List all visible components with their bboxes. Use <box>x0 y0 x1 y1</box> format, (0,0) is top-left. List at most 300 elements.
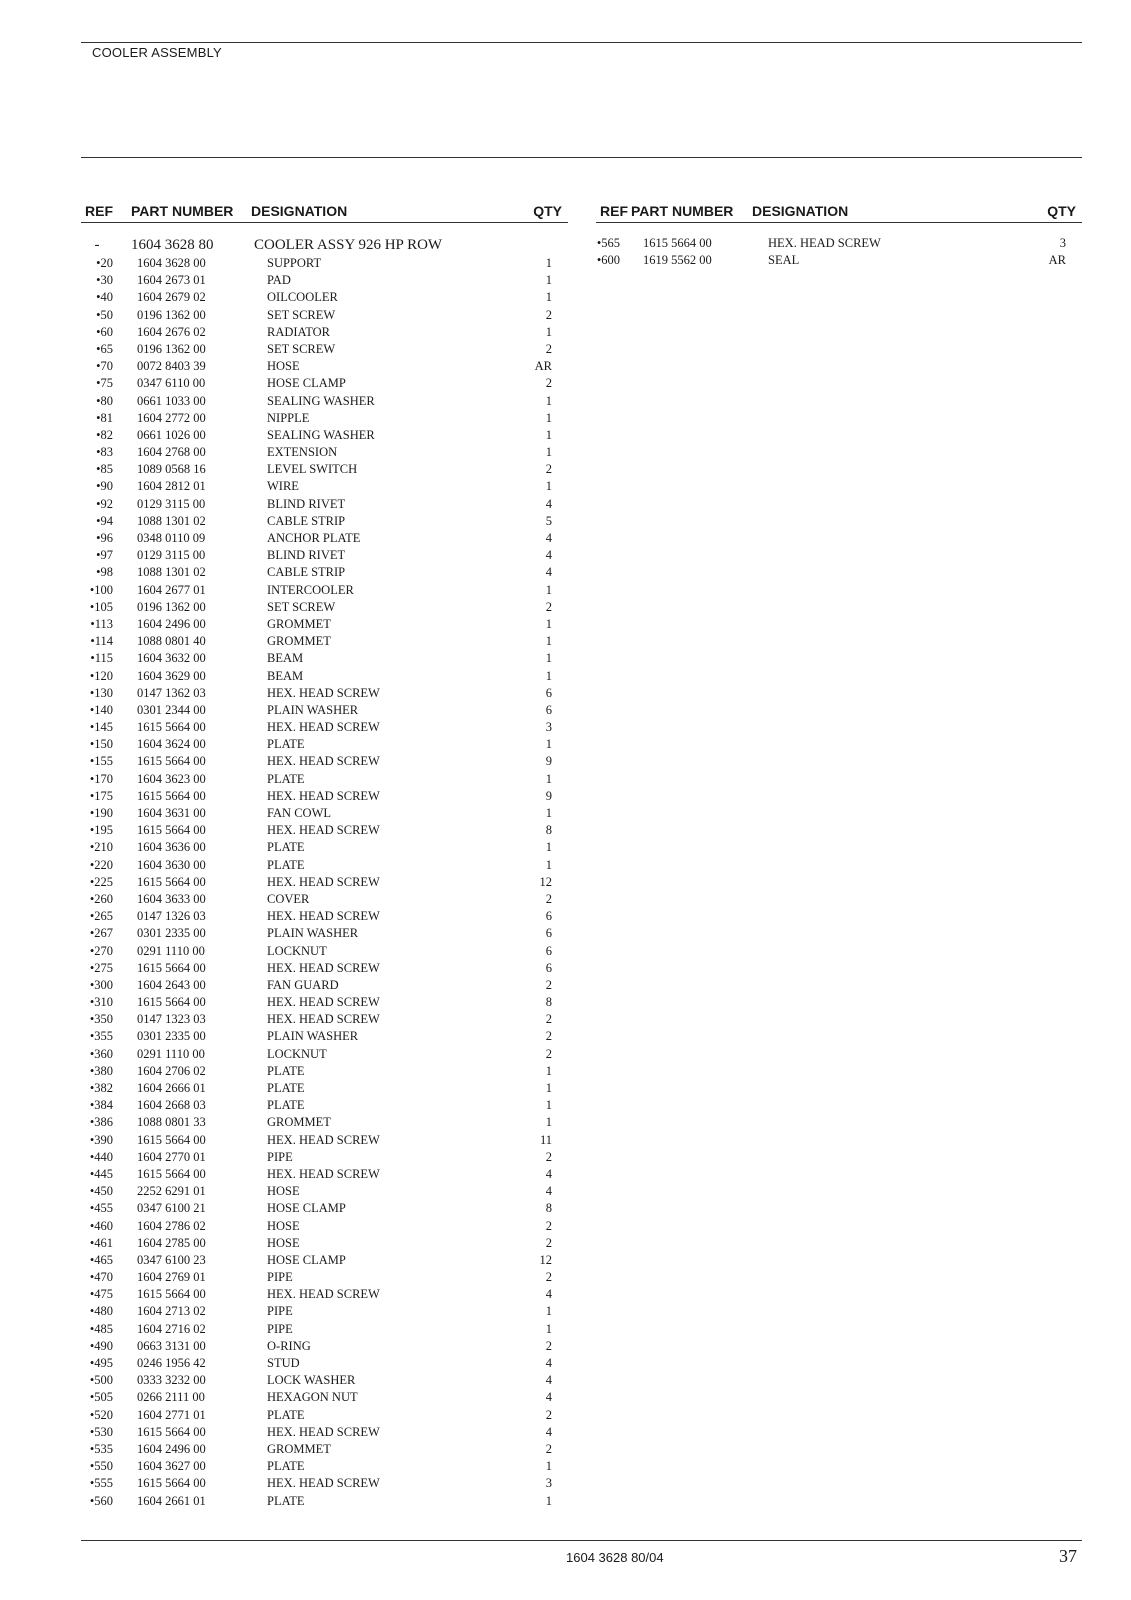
table-row <box>81 753 568 770</box>
ref-cell: •480 <box>89 1304 113 1319</box>
designation-cell: BEAM <box>267 668 304 683</box>
parts-table-left <box>81 202 568 1510</box>
designation-cell: SET SCREW <box>267 307 336 322</box>
ref-cell: - <box>94 237 100 253</box>
designation-column-header: DESIGNATION <box>251 203 348 219</box>
ref-cell: •155 <box>89 754 113 769</box>
table-row <box>81 427 568 444</box>
part-number-cell: 1615 5664 00 <box>137 1166 206 1181</box>
part-number-cell: 1615 5664 00 <box>137 720 206 735</box>
qty-cell: 1 <box>545 1081 552 1095</box>
part-number-cell: 1604 2643 00 <box>137 977 206 992</box>
qty-cell: 1 <box>545 668 552 683</box>
qty-cell: 4 <box>545 531 552 545</box>
qty-column-header: QTY <box>533 203 562 219</box>
ref-cell: •60 <box>96 324 113 339</box>
qty-cell: 11 <box>539 1132 552 1147</box>
designation-cell: HOSE CLAMP <box>267 1252 346 1267</box>
qty-cell: 1 <box>545 273 552 288</box>
table-row <box>81 235 568 255</box>
part-number-cell: 0348 0110 09 <box>137 531 206 545</box>
qty-cell: 1 <box>545 737 552 752</box>
qty-cell: AR <box>534 359 552 374</box>
qty-cell: 1 <box>545 445 552 460</box>
designation-cell: BLIND RIVET <box>267 548 346 563</box>
table-row <box>81 685 568 702</box>
ref-cell: •105 <box>89 599 113 614</box>
table-row <box>81 1441 568 1458</box>
part-number-cell: 0196 1362 00 <box>137 341 206 356</box>
designation-cell: BLIND RIVET <box>267 496 346 511</box>
ref-cell: •270 <box>89 943 113 958</box>
qty-cell: 2 <box>545 599 552 614</box>
designation-cell: OILCOOLER <box>267 290 338 305</box>
qty-cell: 2 <box>545 1012 552 1027</box>
part-number-cell: 0147 1323 03 <box>137 1012 206 1027</box>
qty-cell: 1 <box>545 806 552 820</box>
part-number-cell: 0661 1033 00 <box>137 393 206 408</box>
part-number-cell: 1615 5664 00 <box>643 236 712 250</box>
table-row <box>81 324 568 341</box>
part-number-cell: 0246 1956 42 <box>137 1356 206 1370</box>
designation-cell: HEX. HEAD SCREW <box>267 874 380 889</box>
part-number-cell: 1604 2771 01 <box>137 1407 206 1422</box>
part-number-cell: 1604 3623 00 <box>137 771 206 786</box>
designation-cell: PLATE <box>267 857 305 872</box>
ref-cell: •65 <box>96 341 113 356</box>
designation-cell: SET SCREW <box>267 341 336 356</box>
part-number-cell: 1615 5664 00 <box>137 1424 206 1439</box>
qty-cell: 1 <box>545 651 552 666</box>
ref-cell: •82 <box>96 427 113 442</box>
qty-cell: 1 <box>545 427 552 442</box>
page-number: 37 <box>1059 1546 1077 1566</box>
qty-cell: 1 <box>545 771 552 786</box>
table-row <box>81 943 568 960</box>
ref-cell: •96 <box>96 531 113 545</box>
ref-cell: •98 <box>96 565 113 580</box>
designation-cell: NIPPLE <box>267 410 310 425</box>
table-row <box>81 1080 568 1097</box>
qty-cell: 2 <box>545 1218 552 1233</box>
designation-cell: HOSE <box>267 359 300 374</box>
table-row <box>81 410 568 427</box>
qty-cell: 1 <box>545 616 552 631</box>
qty-cell: 3 <box>545 720 552 735</box>
designation-cell: GROMMET <box>267 1115 331 1130</box>
qty-cell: 2 <box>545 1029 552 1044</box>
table-row <box>81 513 568 530</box>
qty-cell: 4 <box>545 1390 552 1405</box>
part-number-cell: 1604 2668 03 <box>137 1098 206 1113</box>
part-number-cell: 1604 3632 00 <box>137 651 206 666</box>
ref-cell: •520 <box>89 1407 113 1422</box>
ref-cell: •555 <box>89 1476 113 1491</box>
ref-cell: •600 <box>596 253 620 268</box>
part-number-cell: 1604 2812 01 <box>137 479 206 494</box>
table-row <box>81 839 568 856</box>
table-row <box>81 358 568 375</box>
top-rule <box>81 42 1082 43</box>
designation-cell: COVER <box>267 891 310 906</box>
designation-cell: FAN GUARD <box>267 977 339 992</box>
table-row <box>81 977 568 994</box>
designation-cell: HEXAGON NUT <box>267 1390 358 1405</box>
designation-cell: GROMMET <box>267 1441 331 1456</box>
designation-cell: PLAIN WASHER <box>267 926 359 941</box>
ref-cell: •500 <box>89 1373 113 1388</box>
table-row <box>81 1011 568 1028</box>
designation-cell: PIPE <box>267 1270 293 1285</box>
designation-cell: HEX. HEAD SCREW <box>267 823 380 838</box>
designation-cell: BEAM <box>267 651 304 666</box>
part-number-cell: 1615 5664 00 <box>137 754 206 769</box>
part-number-cell: 1604 2768 00 <box>137 445 206 460</box>
table-row <box>81 1149 568 1166</box>
qty-cell: 9 <box>545 788 552 803</box>
designation-cell: GROMMET <box>267 616 331 631</box>
ref-cell: •475 <box>89 1287 113 1302</box>
table-row <box>81 599 568 616</box>
part-number-cell: 1604 2772 00 <box>137 410 206 425</box>
part-number-cell: 1604 2786 02 <box>137 1218 206 1233</box>
part-number-cell: 1604 2713 02 <box>137 1304 206 1319</box>
ref-cell: •460 <box>89 1218 113 1233</box>
ref-cell: •114 <box>90 634 113 649</box>
table-row <box>81 393 568 410</box>
designation-cell: CABLE STRIP <box>267 513 346 528</box>
footer-rule <box>81 1540 1082 1541</box>
ref-cell: •81 <box>96 410 113 425</box>
designation-cell: PLATE <box>267 1459 305 1474</box>
table-row <box>81 496 568 513</box>
part-number-cell: 1604 2496 00 <box>137 616 206 631</box>
ref-cell: •97 <box>96 548 113 563</box>
designation-cell: PIPE <box>267 1304 293 1319</box>
part-number-cell: 1615 5664 00 <box>137 1132 206 1147</box>
designation-cell: INTERCOOLER <box>267 582 354 597</box>
ref-cell: •300 <box>89 977 113 992</box>
ref-column-header: REF <box>600 203 628 219</box>
qty-cell: 2 <box>545 977 552 992</box>
qty-cell: 8 <box>545 1201 552 1216</box>
ref-cell: •530 <box>89 1424 113 1439</box>
ref-cell: •550 <box>89 1459 113 1474</box>
part-number-cell: 0301 2344 00 <box>137 702 206 717</box>
designation-cell: PLATE <box>267 737 305 752</box>
designation-cell: PLAIN WASHER <box>267 1029 359 1044</box>
ref-cell: •386 <box>89 1115 113 1130</box>
qty-cell: 3 <box>1059 236 1066 250</box>
table-row <box>81 771 568 788</box>
ref-cell: •265 <box>89 909 113 924</box>
table-row <box>81 1458 568 1475</box>
qty-cell: 1 <box>545 1459 552 1474</box>
part-number-cell: 0301 2335 00 <box>137 926 206 941</box>
ref-cell: •83 <box>96 445 113 460</box>
table-row <box>81 960 568 977</box>
ref-cell: •267 <box>89 926 113 941</box>
qty-cell: 1 <box>545 290 552 305</box>
ref-cell: •465 <box>89 1252 113 1267</box>
part-number-cell: 1604 3624 00 <box>137 737 206 752</box>
ref-cell: •120 <box>89 668 113 683</box>
qty-cell: 1 <box>545 582 552 597</box>
table-row <box>81 1218 568 1235</box>
qty-cell: 1 <box>545 1493 552 1508</box>
part-number-column-header: PART NUMBER <box>131 203 234 219</box>
part-number-cell: 1604 2496 00 <box>137 1441 206 1456</box>
part-number-cell: 1604 3631 00 <box>137 806 206 820</box>
part-number-cell: 1604 3628 80 <box>131 237 214 253</box>
part-number-cell: 1604 3629 00 <box>137 668 206 683</box>
page-title: COOLER ASSEMBLY <box>92 45 222 60</box>
ref-cell: •190 <box>89 806 113 820</box>
table-row <box>81 908 568 925</box>
ref-cell: •92 <box>96 496 113 511</box>
part-number-cell: 1604 3628 00 <box>137 256 206 270</box>
ref-cell: •75 <box>96 376 113 391</box>
table-row <box>81 805 568 822</box>
part-number-cell: 0196 1362 00 <box>137 307 206 322</box>
ref-cell: •565 <box>596 236 620 250</box>
ref-cell: •225 <box>89 874 113 889</box>
ref-cell: •30 <box>96 273 113 288</box>
designation-cell: HOSE CLAMP <box>267 1201 346 1216</box>
designation-cell: HEX. HEAD SCREW <box>768 236 881 250</box>
designation-cell: COOLER ASSY 926 HP ROW <box>254 237 443 253</box>
table-header <box>81 202 568 223</box>
qty-cell: 2 <box>545 307 552 322</box>
designation-cell: LEVEL SWITCH <box>267 462 358 477</box>
qty-cell: 4 <box>545 548 552 563</box>
part-number-cell: 0663 3131 00 <box>137 1338 206 1353</box>
qty-cell: 12 <box>539 874 552 889</box>
table-row <box>81 857 568 874</box>
designation-cell: STUD <box>267 1356 300 1370</box>
designation-cell: HEX. HEAD SCREW <box>267 1012 380 1027</box>
part-number-cell: 0333 3232 00 <box>137 1373 206 1388</box>
ref-cell: •85 <box>96 462 113 477</box>
qty-cell: 5 <box>545 513 552 528</box>
qty-column-header: QTY <box>1047 203 1076 219</box>
part-number-cell: 0291 1110 00 <box>137 943 205 958</box>
part-number-cell: 0266 2111 00 <box>137 1390 205 1405</box>
qty-cell: 4 <box>545 496 552 511</box>
ref-cell: •455 <box>89 1201 113 1216</box>
part-number-cell: 1088 1301 02 <box>137 513 206 528</box>
part-number-cell: 1604 2785 00 <box>137 1235 206 1250</box>
table-row <box>81 1493 568 1510</box>
qty-cell: 1 <box>545 857 552 872</box>
designation-cell: WIRE <box>267 479 299 494</box>
qty-cell: 4 <box>545 1166 552 1181</box>
part-number-cell: 1604 2706 02 <box>137 1063 206 1078</box>
designation-cell: LOCK WASHER <box>267 1373 356 1388</box>
designation-cell: FAN COWL <box>267 806 332 820</box>
ref-cell: •80 <box>96 393 113 408</box>
ref-cell: •140 <box>89 702 113 717</box>
table-header <box>596 202 1082 223</box>
part-number-cell: 0072 8403 39 <box>137 359 206 374</box>
qty-cell: 1 <box>545 479 552 494</box>
part-number-cell: 1604 2673 01 <box>137 273 206 288</box>
designation-cell: EXTENSION <box>267 445 338 460</box>
table-row <box>81 564 568 581</box>
qty-cell: 4 <box>545 1356 552 1370</box>
qty-cell: 4 <box>545 565 552 580</box>
table-row <box>81 822 568 839</box>
qty-cell: 3 <box>545 1476 552 1491</box>
ref-cell: •384 <box>89 1098 113 1113</box>
table-row <box>81 582 568 599</box>
ref-cell: •310 <box>89 995 113 1010</box>
designation-cell: HEX. HEAD SCREW <box>267 1424 380 1439</box>
designation-cell: PIPE <box>267 1149 293 1164</box>
designation-cell: HEX. HEAD SCREW <box>267 1287 380 1302</box>
part-number-cell: 1604 3630 00 <box>137 857 206 872</box>
table-row <box>81 1303 568 1320</box>
table-row <box>81 1235 568 1252</box>
ref-cell: •275 <box>89 960 113 975</box>
table-row <box>81 1063 568 1080</box>
qty-cell: 1 <box>545 634 552 649</box>
designation-cell: HEX. HEAD SCREW <box>267 995 380 1010</box>
qty-cell: 2 <box>545 376 552 391</box>
designation-cell: PLAIN WASHER <box>267 702 359 717</box>
qty-cell: 6 <box>545 685 552 700</box>
ref-cell: •360 <box>89 1046 113 1061</box>
table-row <box>81 478 568 495</box>
designation-column-header: DESIGNATION <box>752 203 849 219</box>
designation-cell: ANCHOR PLATE <box>267 531 361 545</box>
qty-cell: 4 <box>545 1184 552 1199</box>
designation-cell: GROMMET <box>267 634 331 649</box>
qty-cell: AR <box>1048 253 1066 268</box>
qty-cell: 1 <box>545 393 552 408</box>
designation-cell: HEX. HEAD SCREW <box>267 909 380 924</box>
designation-cell: SUPPORT <box>267 256 322 270</box>
part-number-cell: 1615 5664 00 <box>137 1476 206 1491</box>
qty-cell: 2 <box>545 1407 552 1422</box>
part-number-cell: 1604 2769 01 <box>137 1270 206 1285</box>
table-row <box>81 650 568 667</box>
designation-cell: HEX. HEAD SCREW <box>267 1166 380 1181</box>
ref-cell: •485 <box>89 1321 113 1336</box>
designation-cell: PLATE <box>267 1081 305 1095</box>
qty-cell: 4 <box>545 1287 552 1302</box>
part-number-cell: 2252 6291 01 <box>137 1184 206 1199</box>
ref-cell: •94 <box>96 513 113 528</box>
table-row <box>81 1355 568 1372</box>
table-row <box>596 235 1082 252</box>
part-number-cell: 1615 5664 00 <box>137 960 206 975</box>
qty-cell: 9 <box>545 754 552 769</box>
designation-cell: RADIATOR <box>267 324 330 339</box>
table-row <box>81 994 568 1011</box>
qty-cell: 1 <box>545 1304 552 1319</box>
part-number-cell: 0147 1326 03 <box>137 909 206 924</box>
table-row <box>81 1424 568 1441</box>
table-row <box>81 1286 568 1303</box>
table-body <box>81 235 568 1510</box>
part-number-cell: 1615 5664 00 <box>137 1287 206 1302</box>
part-number-cell: 1604 2679 02 <box>137 290 206 305</box>
qty-cell: 1 <box>545 410 552 425</box>
qty-cell: 6 <box>545 909 552 924</box>
table-row <box>81 289 568 306</box>
ref-cell: •450 <box>89 1184 113 1199</box>
table-row <box>81 461 568 478</box>
ref-cell: •113 <box>90 616 113 631</box>
table-row <box>81 1166 568 1183</box>
qty-cell: 8 <box>545 823 552 838</box>
qty-cell: 6 <box>545 926 552 941</box>
designation-cell: PLATE <box>267 1407 305 1422</box>
part-number-cell: 1088 1301 02 <box>137 565 206 580</box>
qty-cell: 2 <box>545 1046 552 1061</box>
ref-cell: •390 <box>89 1132 113 1147</box>
ref-cell: •150 <box>89 737 113 752</box>
ref-cell: •445 <box>89 1166 113 1181</box>
part-number-cell: 1615 5664 00 <box>137 995 206 1010</box>
designation-cell: HOSE <box>267 1184 300 1199</box>
table-row <box>81 1132 568 1149</box>
qty-cell: 12 <box>539 1252 552 1267</box>
table-row <box>81 1097 568 1114</box>
qty-cell: 1 <box>545 256 552 270</box>
parts-table-right <box>596 202 1082 269</box>
part-number-cell: 1604 2661 01 <box>137 1493 206 1508</box>
qty-cell: 1 <box>545 1115 552 1130</box>
table-row <box>81 1200 568 1217</box>
part-number-cell: 1088 0801 33 <box>137 1115 206 1130</box>
qty-cell: 1 <box>545 324 552 339</box>
designation-cell: PLATE <box>267 840 305 855</box>
table-row <box>81 1407 568 1424</box>
table-row <box>81 788 568 805</box>
ref-cell: •350 <box>89 1012 113 1027</box>
qty-cell: 6 <box>545 943 552 958</box>
table-row <box>81 702 568 719</box>
ref-cell: •535 <box>89 1441 113 1456</box>
designation-cell: O-RING <box>267 1338 311 1353</box>
part-number-cell: 0129 3115 00 <box>137 496 206 511</box>
ref-cell: •115 <box>90 651 113 666</box>
designation-cell: PLATE <box>267 1493 305 1508</box>
ref-cell: •380 <box>89 1063 113 1078</box>
ref-cell: •90 <box>96 479 113 494</box>
designation-cell: SEAL <box>768 253 800 268</box>
part-number-cell: 0291 1110 00 <box>137 1046 205 1061</box>
qty-cell: 4 <box>545 1373 552 1388</box>
ref-cell: •461 <box>89 1235 113 1250</box>
designation-cell: HOSE CLAMP <box>267 376 346 391</box>
ref-cell: •220 <box>89 857 113 872</box>
designation-cell: HEX. HEAD SCREW <box>267 1476 380 1491</box>
table-row <box>81 874 568 891</box>
ref-cell: •355 <box>89 1029 113 1044</box>
table-row <box>81 307 568 324</box>
qty-cell: 2 <box>545 891 552 906</box>
designation-cell: CABLE STRIP <box>267 565 346 580</box>
designation-cell: HEX. HEAD SCREW <box>267 685 380 700</box>
ref-cell: •195 <box>89 823 113 838</box>
part-number-cell: 1619 5562 00 <box>643 253 712 268</box>
ref-cell: •70 <box>96 359 113 374</box>
part-number-cell: 0301 2335 00 <box>137 1029 206 1044</box>
table-row <box>81 1183 568 1200</box>
